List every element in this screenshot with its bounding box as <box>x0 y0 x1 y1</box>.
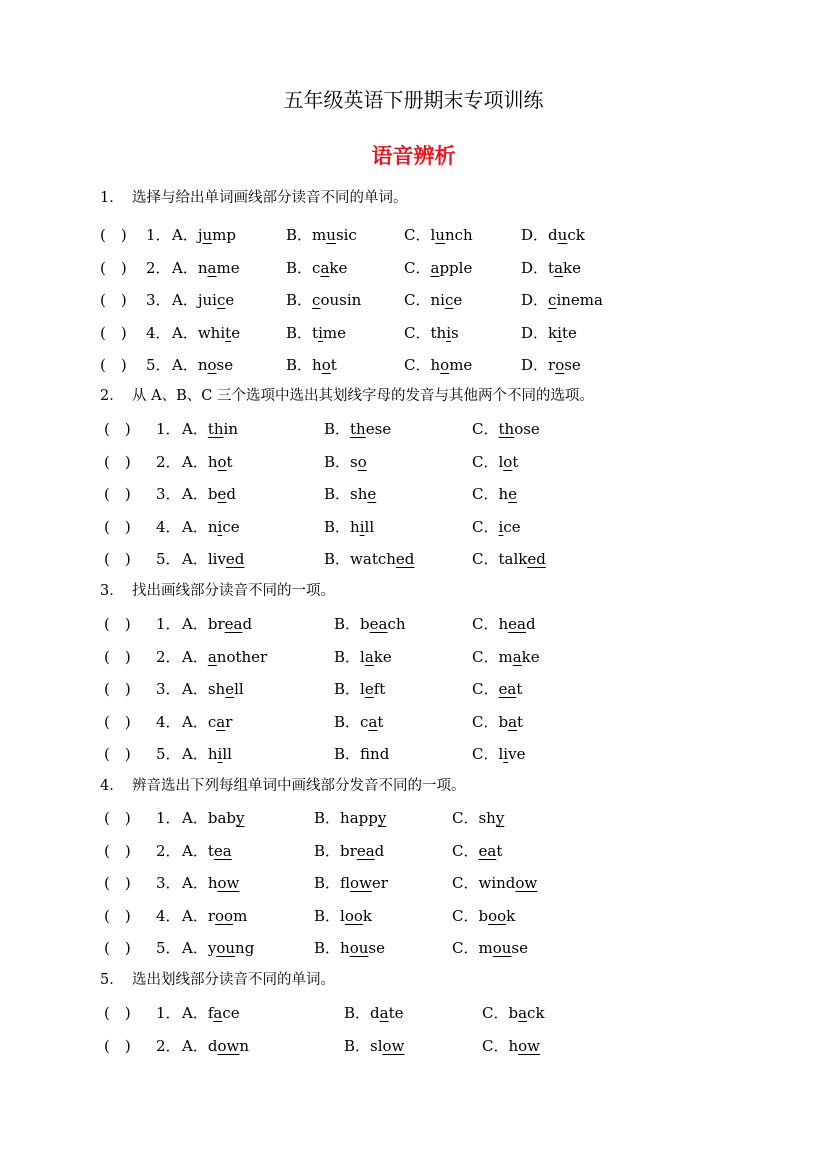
section-number: 2． <box>100 388 124 404</box>
answer-blank[interactable]: ( ) <box>100 258 127 277</box>
option-word: lived <box>207 550 245 568</box>
answer-blank[interactable]: ( ) <box>104 712 131 731</box>
option-word: tea <box>207 841 232 860</box>
option-letter: C． <box>472 452 499 471</box>
option-letter: D． <box>521 356 549 374</box>
question-number: 5． <box>146 356 171 374</box>
option-letter: B． <box>286 323 313 342</box>
section-header <box>100 968 335 989</box>
answer-blank[interactable]: ( ) <box>100 291 127 309</box>
option-word: nice <box>207 517 240 536</box>
option-word: hill <box>350 517 375 536</box>
option-letter: C． <box>452 906 479 925</box>
option-word: time <box>312 323 346 342</box>
section-instruction: 辨音选出下列每组单词中画线部分发音不同的一项。 <box>132 778 466 794</box>
option-letter: D． <box>521 226 549 244</box>
option-letter: C． <box>472 485 499 503</box>
page-subtitle: 语音辨析 <box>371 144 456 168</box>
option-word: talked <box>498 550 546 568</box>
option[interactable] <box>472 613 536 634</box>
question-number: 4． <box>156 517 181 536</box>
option[interactable] <box>404 322 459 343</box>
option-word: thin <box>207 420 239 438</box>
option-word: book <box>478 906 516 925</box>
option-letter: B． <box>324 420 351 438</box>
question-number: 5． <box>156 745 181 763</box>
question-number: 3． <box>156 874 181 892</box>
answer-blank[interactable]: ( ) <box>104 615 131 633</box>
option-letter: A． <box>182 809 208 827</box>
option-letter: A． <box>182 841 208 860</box>
option-word: eat <box>478 841 503 860</box>
option-letter: C． <box>482 1004 509 1022</box>
question-number: 4． <box>156 906 181 925</box>
question-row <box>0 483 827 503</box>
option-word: home <box>430 356 473 374</box>
option-word: live <box>498 745 526 763</box>
question-row <box>0 289 827 309</box>
question-number: 4． <box>146 323 171 342</box>
option[interactable] <box>286 289 361 310</box>
option-word: left <box>360 680 386 698</box>
answer-blank[interactable]: ( ) <box>104 745 131 763</box>
option[interactable] <box>172 322 240 343</box>
option-word: bread <box>340 841 385 860</box>
option[interactable] <box>452 905 515 926</box>
option-word: cousin <box>312 291 362 309</box>
option[interactable] <box>452 937 528 958</box>
option-word: shell <box>207 680 244 698</box>
option-word: kite <box>548 323 577 342</box>
option-word: lot <box>498 452 519 471</box>
option[interactable] <box>472 418 540 439</box>
question-row <box>0 905 827 925</box>
option-word: slow <box>370 1036 405 1055</box>
option[interactable] <box>334 678 385 699</box>
option[interactable] <box>334 646 392 667</box>
option-word: hill <box>207 745 232 763</box>
option-letter: C． <box>404 291 431 309</box>
option[interactable] <box>286 257 347 278</box>
question-row <box>0 548 827 568</box>
option-word: down <box>207 1036 249 1055</box>
option-word: how <box>207 874 240 892</box>
question-row <box>0 613 827 633</box>
section-instruction: 选出划线部分读音不同的单词。 <box>132 972 335 988</box>
option[interactable] <box>482 1002 545 1023</box>
option[interactable] <box>521 322 577 343</box>
option-word: car <box>207 712 233 731</box>
question-number: 1． <box>146 226 171 244</box>
option[interactable] <box>172 224 236 245</box>
option[interactable] <box>344 1002 404 1023</box>
option[interactable] <box>182 516 240 537</box>
option[interactable] <box>286 354 337 375</box>
option[interactable] <box>182 646 267 667</box>
option-letter: B． <box>334 712 361 731</box>
option[interactable] <box>182 1002 240 1023</box>
option-word: those <box>498 420 540 438</box>
option-letter: C． <box>452 841 479 860</box>
section-number: 1． <box>100 190 124 206</box>
option[interactable] <box>286 224 357 245</box>
option-letter: B． <box>314 841 341 860</box>
option-letter: B． <box>324 485 351 503</box>
option[interactable] <box>404 224 473 245</box>
option-letter: C． <box>452 939 479 957</box>
option[interactable] <box>182 905 247 926</box>
question-number: 2． <box>156 647 181 666</box>
answer-blank[interactable]: ( ) <box>104 420 131 438</box>
option-letter: B． <box>344 1004 371 1022</box>
option-letter: B． <box>286 258 313 277</box>
option[interactable] <box>182 451 233 472</box>
section-number: 5． <box>100 972 124 988</box>
option-letter: A． <box>182 647 208 666</box>
option[interactable] <box>182 483 236 504</box>
option[interactable] <box>472 483 517 504</box>
option-letter: A． <box>182 874 208 892</box>
option-letter: A． <box>172 356 198 374</box>
option-word: beach <box>360 615 406 633</box>
option-letter: D． <box>521 323 549 342</box>
option-word: duck <box>548 226 585 244</box>
option[interactable] <box>182 743 232 764</box>
option-letter: B． <box>324 517 351 536</box>
option-word: juice <box>197 291 235 309</box>
answer-blank[interactable]: ( ) <box>104 485 131 503</box>
question-number: 4． <box>156 712 181 731</box>
answer-blank[interactable]: ( ) <box>104 680 131 698</box>
option-word: name <box>197 258 240 277</box>
question-row <box>0 840 827 860</box>
option-letter: A． <box>182 906 208 925</box>
option-letter: A． <box>182 485 208 503</box>
option[interactable] <box>314 840 384 861</box>
option-letter: A． <box>172 323 198 342</box>
option-letter: C． <box>472 615 499 633</box>
option[interactable] <box>404 354 472 375</box>
answer-blank[interactable]: ( ) <box>104 1004 131 1022</box>
option-letter: A． <box>182 939 208 957</box>
option[interactable] <box>404 257 472 278</box>
option-word: fnd <box>360 745 390 763</box>
answer-blank[interactable]: ( ) <box>104 452 131 471</box>
question-row <box>0 678 827 698</box>
option[interactable] <box>182 872 239 893</box>
option-letter: C． <box>482 1036 509 1055</box>
option-word: bed <box>207 485 236 503</box>
page-title: 五年级英语下册期末专项训练 <box>283 88 544 112</box>
option-letter: B． <box>314 939 341 957</box>
option[interactable] <box>182 711 232 732</box>
question-number: 1． <box>156 615 181 633</box>
option-letter: B． <box>334 615 361 633</box>
section-header <box>100 579 335 600</box>
question-row <box>0 516 827 536</box>
option-word: hot <box>207 452 233 471</box>
option[interactable] <box>182 807 244 828</box>
option[interactable] <box>334 613 406 634</box>
option-word: bread <box>207 615 253 633</box>
option-word: head <box>498 615 536 633</box>
option-word: happy <box>340 809 387 827</box>
section-number: 3． <box>100 583 124 599</box>
option-letter: A． <box>182 517 208 536</box>
section-instruction: 选择与给出单词画线部分读音不同的单词。 <box>132 190 408 206</box>
question-row <box>0 937 827 957</box>
option-letter: A． <box>172 291 198 309</box>
question-number: 3． <box>156 680 181 698</box>
option-letter: C． <box>404 226 431 244</box>
option-letter: C． <box>404 323 431 342</box>
option-word: window <box>478 874 538 892</box>
option-word: he <box>498 485 518 503</box>
option-word: baby <box>207 809 245 827</box>
option-word: ice <box>498 517 521 536</box>
option[interactable] <box>314 872 388 893</box>
option[interactable] <box>334 711 383 732</box>
option-letter: C． <box>472 745 499 763</box>
option-word: back <box>508 1004 545 1022</box>
option-word: apple <box>430 258 473 277</box>
option[interactable] <box>472 711 523 732</box>
option-letter: A． <box>172 226 198 244</box>
option-letter: C． <box>472 680 499 698</box>
option[interactable] <box>324 418 391 439</box>
option-word: white <box>197 323 241 342</box>
option-word: lunch <box>430 226 473 244</box>
option-word: flower <box>340 874 388 892</box>
option-word: she <box>350 485 377 503</box>
option-word: nose <box>197 356 234 374</box>
question-number: 1． <box>156 1004 181 1022</box>
option[interactable] <box>472 743 525 764</box>
option-word: bat <box>498 712 524 731</box>
question-number: 2． <box>156 452 181 471</box>
option-word: mouse <box>478 939 528 957</box>
option[interactable] <box>182 418 238 439</box>
option-letter: A． <box>182 1036 208 1055</box>
answer-blank[interactable]: ( ) <box>104 647 131 666</box>
option[interactable] <box>182 1035 249 1056</box>
option[interactable] <box>472 548 546 569</box>
option-word: music <box>312 226 357 244</box>
option[interactable] <box>324 516 374 537</box>
option[interactable] <box>324 451 367 472</box>
option[interactable] <box>344 1035 404 1056</box>
option[interactable] <box>314 807 386 828</box>
answer-blank[interactable]: ( ) <box>100 356 127 374</box>
option-letter: B． <box>334 647 361 666</box>
question-number: 1． <box>156 420 181 438</box>
option[interactable] <box>334 743 389 764</box>
option-word: so <box>350 452 367 471</box>
option[interactable] <box>172 257 240 278</box>
option[interactable] <box>472 646 540 667</box>
option-word: cat <box>360 712 384 731</box>
question-row <box>0 711 827 731</box>
question-row <box>0 354 827 374</box>
section-header <box>100 774 466 795</box>
option-letter: B． <box>286 226 313 244</box>
option[interactable] <box>182 937 254 958</box>
option-letter: C． <box>452 874 479 892</box>
option[interactable] <box>452 840 502 861</box>
option[interactable] <box>521 257 581 278</box>
option[interactable] <box>182 613 252 634</box>
question-number: 5． <box>156 939 181 957</box>
option[interactable] <box>452 872 537 893</box>
option-letter: D． <box>521 258 549 277</box>
question-row <box>0 743 827 763</box>
option-word: another <box>207 647 268 666</box>
option-letter: A． <box>182 550 208 568</box>
option-letter: A． <box>182 1004 208 1022</box>
option-word: jump <box>197 226 236 244</box>
option[interactable] <box>404 289 462 310</box>
option[interactable] <box>482 1035 540 1056</box>
option[interactable] <box>472 516 521 537</box>
question-number: 2． <box>146 258 171 277</box>
option-letter: B． <box>334 680 361 698</box>
question-row <box>0 872 827 892</box>
option-word: watched <box>350 550 415 568</box>
option-word: look <box>340 906 372 925</box>
answer-blank[interactable]: ( ) <box>104 874 131 892</box>
option[interactable] <box>314 905 372 926</box>
question-number: 2． <box>156 1036 181 1055</box>
option-letter: C． <box>472 647 499 666</box>
option-letter: A． <box>172 258 198 277</box>
option[interactable] <box>172 354 233 375</box>
option[interactable] <box>452 807 504 828</box>
question-number: 3． <box>146 291 171 309</box>
question-number: 2． <box>156 841 181 860</box>
option-word: rose <box>548 356 581 374</box>
option-letter: C． <box>472 712 499 731</box>
option-word: young <box>207 939 255 957</box>
option-letter: A． <box>182 420 208 438</box>
answer-blank[interactable]: ( ) <box>104 841 131 860</box>
option[interactable] <box>472 451 518 472</box>
option-word: nice <box>430 291 463 309</box>
question-row <box>0 224 827 244</box>
answer-blank[interactable]: ( ) <box>104 1036 131 1055</box>
question-row <box>0 646 827 666</box>
option-letter: A． <box>182 452 208 471</box>
option-letter: B． <box>334 745 361 763</box>
option-letter: B． <box>324 452 351 471</box>
option-word: cinema <box>548 291 603 309</box>
answer-blank[interactable]: ( ) <box>104 939 131 957</box>
option-word: shy <box>478 809 505 827</box>
option-word: these <box>350 420 392 438</box>
option[interactable] <box>521 354 581 375</box>
question-number: 1． <box>156 809 181 827</box>
option-word: hot <box>312 356 337 374</box>
option-letter: C． <box>472 420 499 438</box>
question-row <box>0 418 827 438</box>
option-letter: B． <box>314 809 341 827</box>
option[interactable] <box>472 678 522 699</box>
question-row <box>0 1035 827 1055</box>
option-word: date <box>370 1004 404 1022</box>
answer-blank[interactable]: ( ) <box>104 550 131 568</box>
option-letter: C． <box>452 809 479 827</box>
option[interactable] <box>182 678 244 699</box>
option-letter: B． <box>286 356 313 374</box>
option-letter: B． <box>314 874 341 892</box>
option[interactable] <box>286 322 346 343</box>
option[interactable] <box>521 224 585 245</box>
option-letter: B． <box>344 1036 371 1055</box>
option-letter: A． <box>182 615 208 633</box>
option[interactable] <box>172 289 234 310</box>
option[interactable] <box>324 483 376 504</box>
option[interactable] <box>182 840 232 861</box>
option-letter: B． <box>286 291 313 309</box>
question-row <box>0 257 827 277</box>
question-number: 3． <box>156 485 181 503</box>
option[interactable] <box>324 548 414 569</box>
option-word: how <box>508 1036 541 1055</box>
question-row <box>0 1002 827 1022</box>
option-word: face <box>207 1004 240 1022</box>
section-number: 4． <box>100 778 124 794</box>
question-row <box>0 807 827 827</box>
option-letter: A． <box>182 680 208 698</box>
option-word: lake <box>360 647 392 666</box>
section-header <box>100 384 594 405</box>
option-word: this <box>430 323 459 342</box>
answer-blank[interactable]: ( ) <box>104 906 131 925</box>
option[interactable] <box>521 289 603 310</box>
option-letter: A． <box>182 745 208 763</box>
answer-blank[interactable]: ( ) <box>100 226 127 244</box>
option-letter: D． <box>521 291 549 309</box>
question-number: 5． <box>156 550 181 568</box>
section-header <box>100 186 408 207</box>
question-row <box>0 451 827 471</box>
option-letter: B． <box>324 550 351 568</box>
option-word: cake <box>312 258 348 277</box>
option-letter: C． <box>404 258 431 277</box>
option-letter: B． <box>314 906 341 925</box>
question-row <box>0 322 827 342</box>
option-word: eat <box>498 680 523 698</box>
option-word: house <box>340 939 385 957</box>
answer-blank[interactable]: ( ) <box>104 517 131 536</box>
option-letter: A． <box>182 712 208 731</box>
option-word: make <box>498 647 540 666</box>
section-instruction: 从 A、B、C 三个选项中选出其划线字母的发音与其他两个不同的选项。 <box>132 388 594 404</box>
option-letter: C． <box>404 356 431 374</box>
option-word: room <box>207 906 248 925</box>
option[interactable] <box>314 937 385 958</box>
option[interactable] <box>182 548 244 569</box>
section-instruction: 找出画线部分读音不同的一项。 <box>132 583 335 599</box>
answer-blank[interactable]: ( ) <box>104 809 131 827</box>
answer-blank[interactable]: ( ) <box>100 323 127 342</box>
option-word: take <box>548 258 581 277</box>
option-letter: C． <box>472 550 499 568</box>
option-letter: C． <box>472 517 499 536</box>
